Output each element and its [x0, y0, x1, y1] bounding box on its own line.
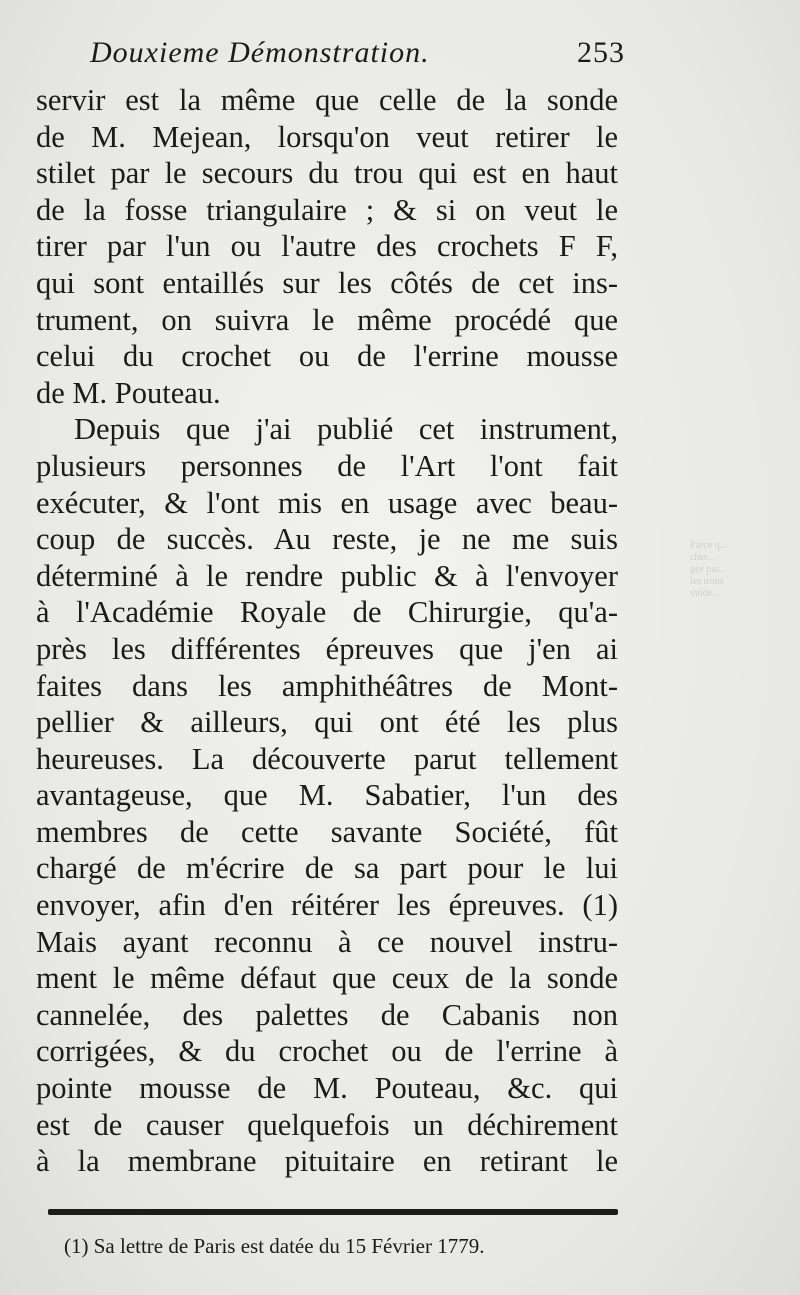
text-line: de M. Mejean, lorsqu'on veut retirer le	[36, 119, 618, 154]
text-line: Depuis que j'ai publié cet instrument,	[74, 412, 618, 447]
text-line: servir est la même que celle de la sonde	[36, 83, 618, 117]
text-line: Mais ayant reconnu à ce nouvel instru-	[36, 924, 618, 959]
text-line: ment le même défaut que ceux de la sonde	[36, 961, 618, 996]
text-line: pellier & ailleurs, qui ont été les plus	[36, 705, 618, 740]
text-line: est de causer quelquefois un déchirement	[36, 1107, 618, 1142]
text-line: stilet par le secours du trou qui est en haut	[36, 156, 618, 191]
text-line: faites dans les amphithéâtres de Mont-	[36, 668, 618, 703]
text-line: de M. Pouteau.	[36, 375, 221, 410]
running-title: Douxieme Démonstration.	[90, 36, 430, 69]
text-line: pointe mousse de M. Pouteau, &c. qui	[36, 1071, 618, 1106]
text-line: plusieurs personnes de l'Art l'ont fait	[36, 448, 618, 483]
footnote-rule	[48, 1209, 618, 1215]
text-line: trument, on suivra le même procédé que	[36, 302, 618, 337]
footnote: (1) Sa lettre de Paris est datée du 15 Février 1779.	[64, 1234, 485, 1258]
text-line: coup de succès. Au reste, je ne me suis	[36, 522, 618, 557]
text-line: chargé de m'écrire de sa part pour le lui	[36, 851, 618, 886]
text-line: qui sont entaillés sur les côtés de cet ins-	[36, 265, 618, 300]
text-line: à la membrane pituitaire en retirant le	[36, 1144, 618, 1179]
text-line: heureuses. La découverte parut tellement	[36, 741, 618, 776]
text-line: exécuter, & l'ont mis en usage avec beau-	[36, 485, 618, 520]
text-line: corrigées, & du crochet ou de l'errine à	[36, 1034, 618, 1069]
bleed-through-text: Parce q... ches... gée par... les trous vuide...	[690, 540, 728, 599]
text-line: de la fosse triangulaire ; & si on veut le	[36, 192, 618, 227]
text-line: celui du crochet ou de l'errine mousse	[36, 339, 618, 374]
text-line: cannelée, des palettes de Cabanis non	[36, 997, 618, 1032]
text-line: avantageuse, que M. Sabatier, l'un des	[36, 778, 618, 813]
body-text	[36, 82, 618, 1180]
text-line: tirer par l'un ou l'autre des crochets F F,	[36, 229, 618, 264]
text-line: membres de cette savante Société, fût	[36, 814, 618, 849]
running-header	[90, 36, 625, 80]
text-line: envoyer, afin d'en réitérer les épreuves. (1)	[36, 888, 618, 923]
text-line: déterminé à le rendre public & à l'envoyer	[36, 558, 618, 593]
page-number: 253	[577, 36, 625, 69]
text-line: à l'Académie Royale de Chirurgie, qu'a-	[36, 595, 618, 630]
text-line: près les différentes épreuves que j'en ai	[36, 631, 618, 666]
